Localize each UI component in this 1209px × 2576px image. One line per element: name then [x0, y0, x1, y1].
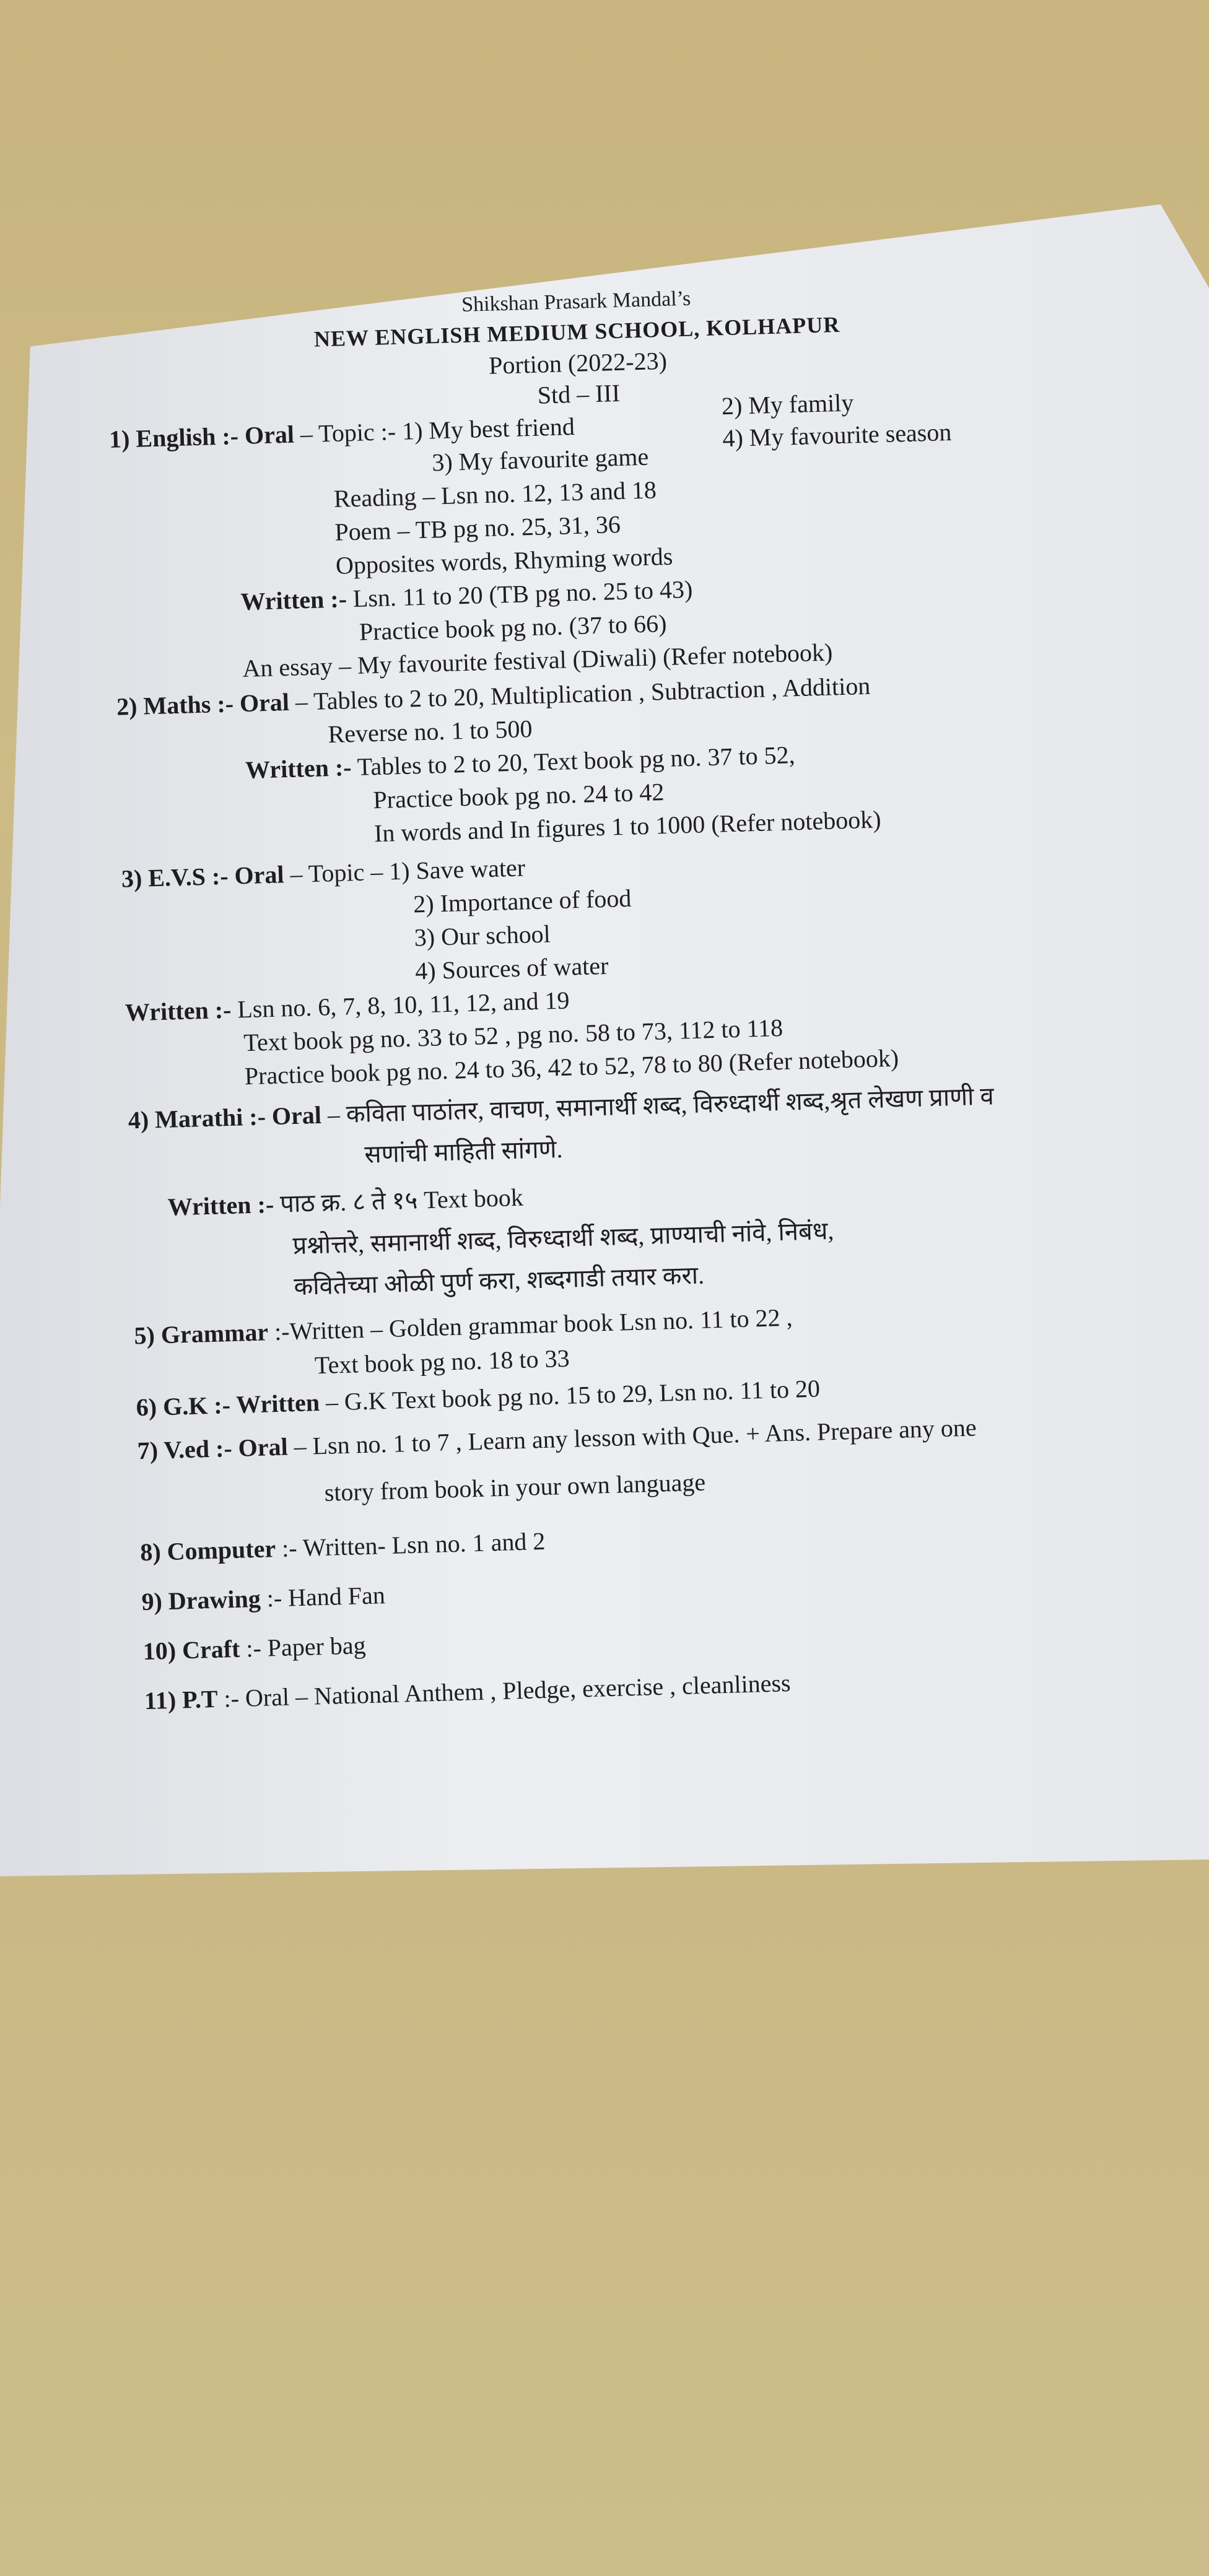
- gk-line: [136, 1373, 820, 1422]
- ved-label: 7) V.ed :- Oral: [137, 1432, 289, 1465]
- drawing-line: [141, 1580, 385, 1616]
- pt-line: [144, 1668, 791, 1715]
- gk-text: – G.K Text book pg no. 15 to 29, Lsn no. 11 to 20: [319, 1374, 821, 1417]
- craft-line: [142, 1630, 366, 1666]
- pt-text: :- Oral – National Anthem , Pledge, exercise , cleanliness: [217, 1668, 792, 1713]
- computer-line: [140, 1526, 546, 1567]
- std-label: Std – III: [537, 378, 621, 409]
- drawing-label: 9) Drawing: [141, 1584, 261, 1616]
- computer-text: :- Written- Lsn no. 1 and 2: [275, 1526, 546, 1563]
- english-written-label: Written :-: [240, 585, 347, 616]
- computer-label: 8) Computer: [139, 1534, 276, 1567]
- maths-reverse: Reverse no. 1 to 500: [327, 715, 533, 749]
- english-poem: Poem – TB pg no. 25, 31, 36: [334, 510, 621, 546]
- english-written: Lsn. 11 to 20 (TB pg no. 25 to 43): [346, 575, 693, 613]
- maths-written-label: Written :-: [245, 753, 352, 784]
- gk-label: 6) G.K :- Written: [136, 1388, 320, 1422]
- english-words: Opposites words, Rhyming words: [335, 542, 673, 580]
- ved-line: [137, 1412, 977, 1465]
- marathi-written: पाठ क्र. ८ ते १५ Text book: [273, 1183, 524, 1218]
- english-topic-3: 3) My favourite game: [431, 442, 649, 477]
- evs-oral-line: [121, 853, 525, 893]
- maths-practice: Practice book pg no. 24 to 42: [372, 778, 665, 814]
- grammar-textbook: Text book pg no. 18 to 33: [314, 1344, 570, 1380]
- portion-document: [105, 275, 1162, 1789]
- evs-topic-1: – Topic – 1) Save water: [283, 853, 526, 889]
- english-reading: Reading – Lsn no. 12, 13 and 18: [333, 476, 657, 513]
- maths-oral-line: [116, 671, 871, 721]
- evs-topic-4: 4) Sources of water: [414, 951, 609, 985]
- society-name: Shikshan Prasark Mandal’s: [461, 287, 691, 316]
- marathi-line-2: प्रश्नोत्तरे, समानार्थी शब्द, विरुध्दार्थी शब्द, प्राण्याची नांवे, निबंध,: [292, 1216, 834, 1260]
- english-label: 1) English :- Oral: [108, 420, 295, 453]
- evs-practice: Practice book pg no. 24 to 36, 42 to 52, 78 to 80 (Refer notebook): [244, 1043, 899, 1090]
- drawing-text: :- Hand Fan: [260, 1581, 386, 1612]
- english-topic-2: 2) My family: [721, 388, 854, 420]
- marathi-written-label: Written :-: [167, 1190, 274, 1221]
- evs-topic-2: 2) Importance of food: [412, 884, 632, 918]
- maths-oral: – Tables to 2 to 20, Multiplication , Subtraction , Addition: [289, 671, 871, 716]
- evs-written: Lsn no. 6, 7, 8, 10, 11, 12, and 19: [230, 986, 570, 1024]
- english-topic-1: – Topic :- 1) My best friend: [294, 412, 575, 448]
- grammar-written: :-Written – Golden grammar book Lsn no. 11 to 22 ,: [268, 1303, 793, 1346]
- maths-label: 2) Maths :- Oral: [116, 687, 290, 721]
- evs-written-label: Written :-: [124, 995, 232, 1027]
- marathi-label: 4) Marathi :- Oral: [128, 1100, 322, 1134]
- portion-year: Portion (2022-23): [488, 346, 668, 380]
- maths-written: Tables to 2 to 20, Text book pg no. 37 to 52,: [351, 741, 796, 781]
- craft-text: :- Paper bag: [239, 1631, 367, 1663]
- marathi-written-line: [167, 1179, 523, 1223]
- marathi-oral-2: सणांची माहिती सांगणे.: [364, 1134, 564, 1168]
- marathi-oral: – कविता पाठांतर, वाचण, समानार्थी शब्द, विरुध्दार्थी शब्द,श्रृत लेखण प्राणी व: [321, 1082, 995, 1129]
- marathi-line-3: कवितेच्या ओळी पुर्ण करा, शब्दगाडी तयार करा.: [293, 1261, 705, 1301]
- english-essay: An essay – My favourite festival (Diwali) (Refer notebook): [242, 638, 833, 683]
- grammar-label: 5) Grammar: [133, 1318, 269, 1350]
- maths-words: In words and In figures 1 to 1000 (Refer notebook): [373, 805, 882, 848]
- craft-label: 10) Craft: [142, 1634, 240, 1666]
- evs-textbook: Text book pg no. 33 to 52 , pg no. 58 to 73, 112 to 118: [243, 1013, 783, 1057]
- evs-label: 3) E.V.S :- Oral: [121, 860, 285, 893]
- english-practice: Practice book pg no. (37 to 66): [359, 609, 667, 646]
- maths-written-line: [245, 740, 795, 785]
- ved-text: – Lsn no. 1 to 7 , Learn any lesson with Que. + Ans. Prepare any one: [287, 1413, 977, 1461]
- ved-text-2: story from book in your own language: [324, 1468, 706, 1507]
- pt-label: 11) P.T: [144, 1684, 219, 1715]
- school-name: NEW ENGLISH MEDIUM SCHOOL, KOLHAPUR: [313, 311, 840, 352]
- grammar-line: [134, 1303, 793, 1351]
- english-topic-4: 4) My favourite season: [722, 417, 952, 453]
- evs-topic-3: 3) Our school: [414, 920, 551, 952]
